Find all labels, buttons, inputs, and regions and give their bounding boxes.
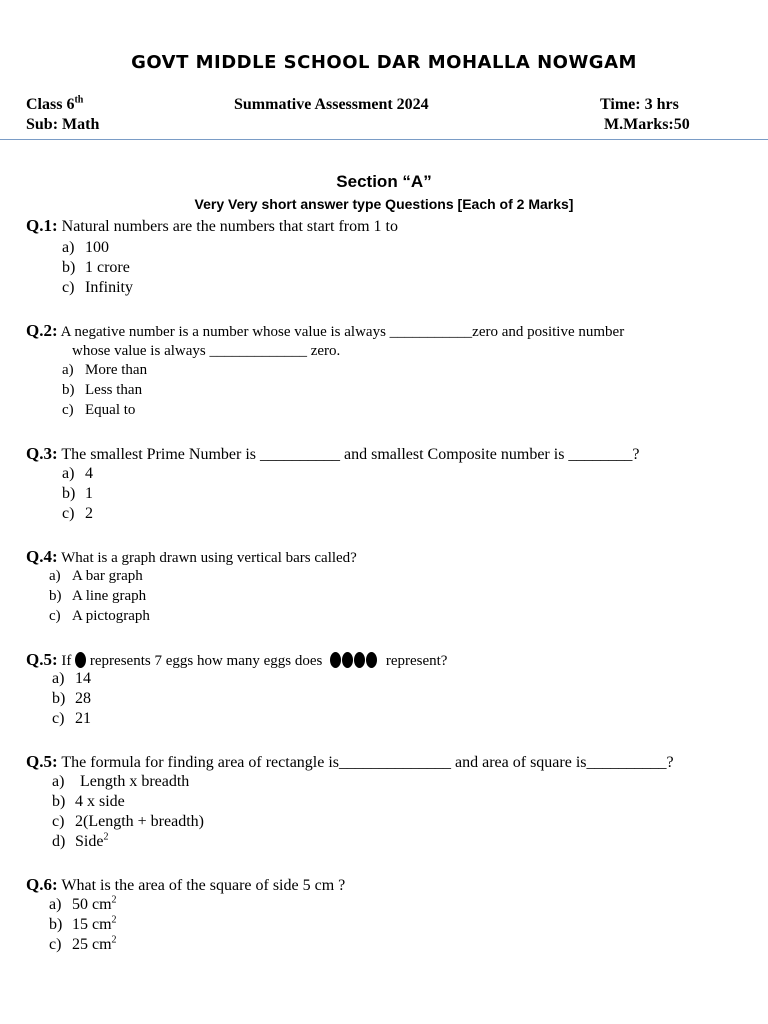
question-number: Q.5: xyxy=(26,752,58,771)
option: d) Side$^2$ xyxy=(52,831,109,850)
question-number: Q.1: xyxy=(26,216,58,235)
question-number: Q.3: xyxy=(26,444,58,463)
subject-label: Sub: Math xyxy=(26,116,100,133)
question-number: Q.5: xyxy=(26,650,58,669)
question-text: A negative number is a number whose value is always ___________zero and positive number xyxy=(60,324,625,340)
option: c) Equal to xyxy=(62,402,136,418)
option: c) 25 $cm^2$ xyxy=(49,934,117,953)
exam-title: Summative Assessment 2024 xyxy=(234,96,429,113)
egg-icon xyxy=(75,652,86,668)
option: a) 14 xyxy=(52,670,91,687)
option: a) Length x breadth xyxy=(52,773,190,790)
question-number: Q.6: xyxy=(26,875,58,894)
option: b) 4 x side xyxy=(52,793,125,810)
question-number: Q.2: xyxy=(26,321,58,340)
option: b) 15 $cm^2$ xyxy=(49,914,117,933)
option: c) 2 xyxy=(62,505,93,522)
section-title: Section “A” xyxy=(336,172,432,191)
question-5b xyxy=(26,752,674,772)
question-text: What is a graph drawn using vertical bars called? xyxy=(61,550,357,566)
option: c) 21 xyxy=(52,710,91,727)
question-text: Natural numbers are the numbers that start from 1 to xyxy=(61,218,398,235)
question-text: The smallest Prime Number is __________ and smallest Composite number is ________? xyxy=(61,446,640,463)
question-5: Q.5: If represents 7 eggs how many eggs does represent? xyxy=(26,650,448,669)
section-subtitle: Very Very short answer type Questions [Each of 2 Marks] xyxy=(194,196,574,212)
option: c) A pictograph xyxy=(49,608,150,624)
max-marks-label: M.Marks:50 xyxy=(604,116,690,133)
question-6 xyxy=(26,875,345,895)
option: b) 1 xyxy=(62,485,93,502)
time-label: Time: 3 hrs xyxy=(600,96,679,113)
option: b) A line graph xyxy=(49,588,147,604)
option: b) Less than xyxy=(62,382,143,398)
question-4 xyxy=(26,547,357,567)
option: a) More than xyxy=(62,362,148,378)
header-divider xyxy=(0,139,768,140)
option: b) 28 xyxy=(52,690,91,707)
question-text: The formula for finding area of rectangle is______________ and area of square is__________? xyxy=(61,754,674,771)
class-label: Class 6th xyxy=(26,94,84,113)
option: c) Infinity xyxy=(62,279,133,296)
four-eggs-icon xyxy=(330,653,378,669)
question-2 xyxy=(26,321,624,341)
option: b) 1 crore xyxy=(62,259,130,276)
option: a) 100 xyxy=(62,239,109,256)
option: a) A bar graph xyxy=(49,568,143,584)
question-number: Q.4: xyxy=(26,547,58,566)
school-name: GOVT MIDDLE SCHOOL DAR MOHALLA NOWGAM xyxy=(131,52,637,73)
question-3 xyxy=(26,444,640,464)
option: a) 4 xyxy=(62,465,93,482)
question-2-continued: whose value is always _____________ zero. xyxy=(72,343,341,359)
question-text: What is the area of the square of side 5 cm ? xyxy=(61,877,346,894)
question-1 xyxy=(26,216,398,236)
option: a) 50 $cm^2$ xyxy=(49,894,117,913)
option: c) 2(Length + breadth) xyxy=(52,813,204,830)
